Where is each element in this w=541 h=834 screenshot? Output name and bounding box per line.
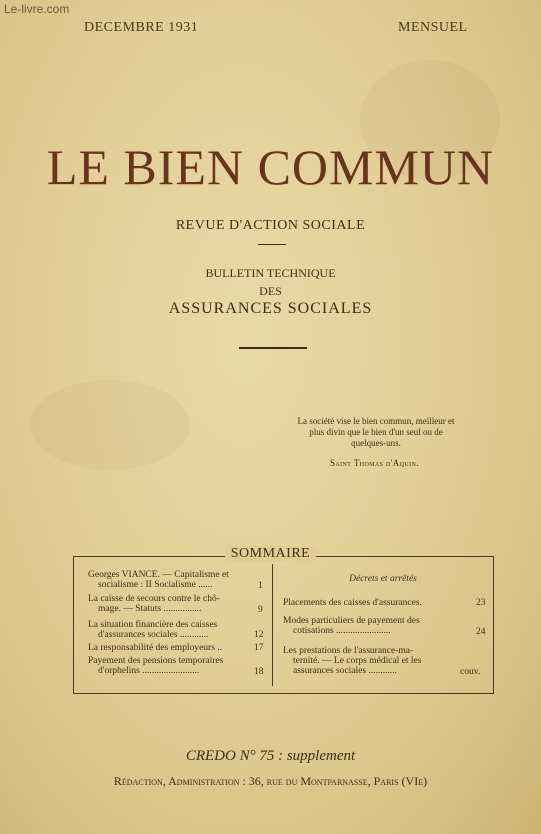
credo-line: CREDO N° 75 : supplement [185, 748, 356, 764]
redaction-address: Rédaction, Administration : 36, rue du Montparnasse, Paris (VIe) [113, 774, 428, 788]
toc-page: 9 [258, 605, 263, 615]
issue-date: DECEMBRE 1931 [84, 20, 199, 35]
bulletin-line-1: BULLETIN TECHNIQUE [205, 266, 336, 280]
sommaire-right-heading: Décrets et arrêtés [349, 574, 417, 584]
bulletin-line-3: ASSURANCES SOCIALES [168, 300, 373, 317]
toc-entry: Modes particuliers de payement des cotisations ....................... [283, 616, 420, 636]
toc-entry: La caisse de secours contre le chô- mage. — Statuts ................ [88, 594, 220, 614]
paper-stain [30, 380, 190, 470]
issue-periodicity: MENSUEL [398, 20, 468, 35]
epigraph-quote: La société vise le bien commun, meilleur et plus divin que le bien d'un seul ou de quelques-uns. [297, 416, 455, 448]
toc-page: 23 [476, 598, 486, 608]
epigraph-author: Saint Thomas d'Aquin. [330, 458, 419, 468]
watermark: Le-livre.com [4, 2, 70, 16]
divider-rule [258, 244, 286, 245]
toc-entry: Placements des caisses d'assurances. [283, 598, 422, 608]
journal-subtitle: REVUE D'ACTION SOCIALE [175, 218, 366, 233]
journal-title: LE BIEN COMMUN [46, 139, 495, 195]
toc-entry: La situation financière des caisses d'assurances sociales ............ [88, 620, 218, 640]
toc-page: 12 [254, 630, 264, 640]
toc-page: 18 [254, 667, 264, 677]
divider-rule [239, 347, 307, 349]
toc-entry: Payement des pensions temporaires d'orphelins ........................ [88, 656, 224, 676]
bulletin-line-2: DES [259, 284, 282, 298]
toc-page: 24 [476, 627, 486, 637]
toc-entry: La responsabilité des employeurs .. [88, 643, 223, 653]
sommaire-heading: SOMMAIRE [0, 544, 541, 562]
toc-page: 17 [254, 643, 264, 653]
toc-page: couv. [460, 667, 481, 677]
toc-entry: Les prestations de l'assurance-ma- ternité. — Le corps médical et les assurances sociales ............ [283, 646, 422, 676]
toc-page: 1 [258, 581, 263, 591]
toc-entry: Georges VIANCE. — Capitalisme et socialisme : II Socialisme ...... [88, 570, 229, 590]
